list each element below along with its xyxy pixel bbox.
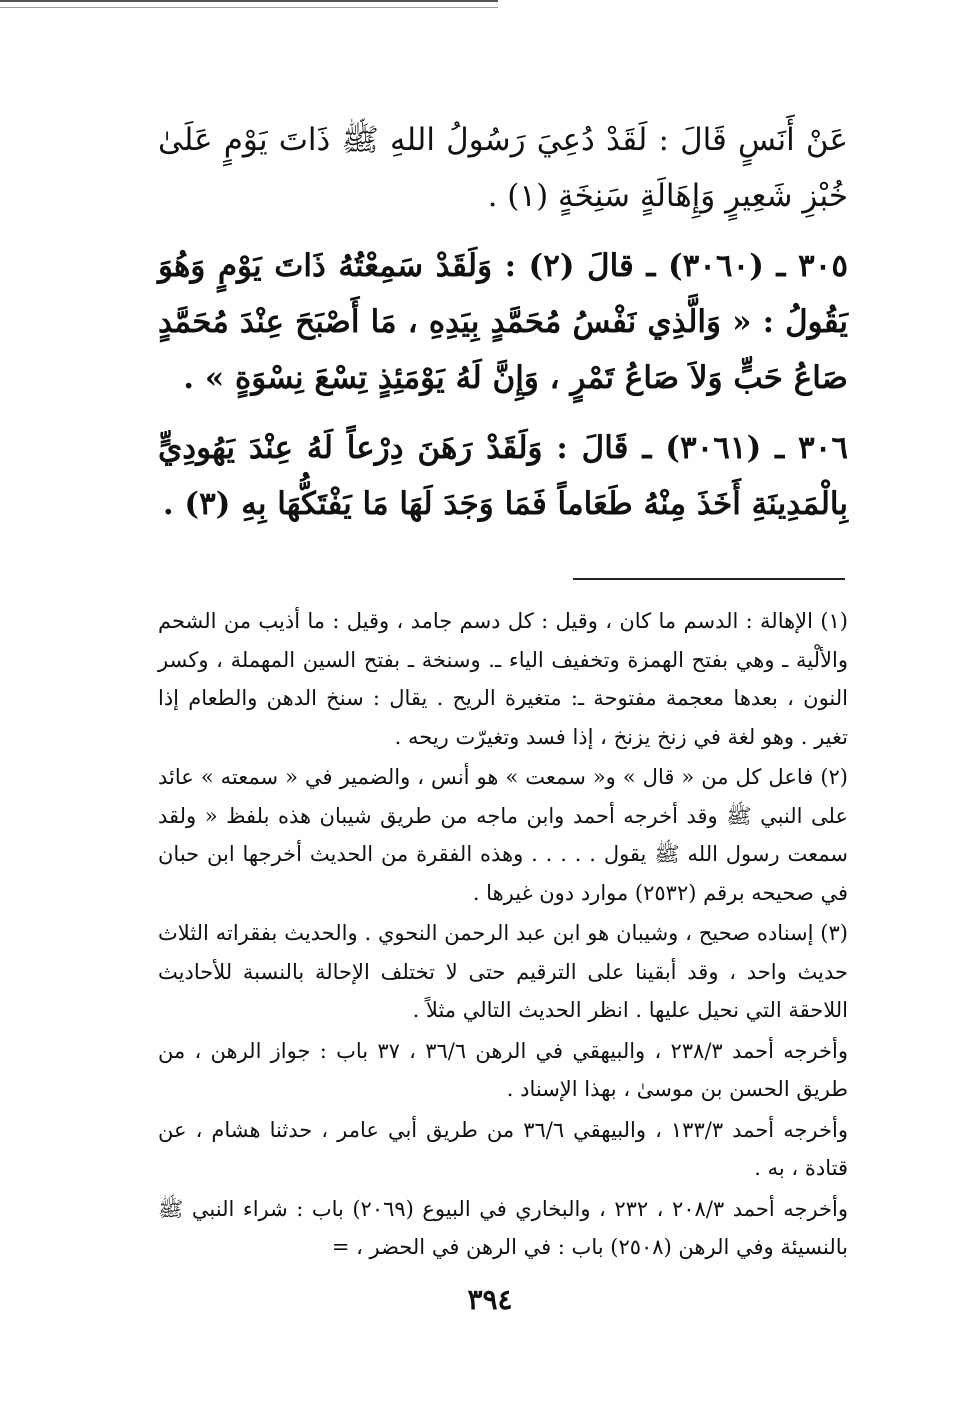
footnote-1: (١) الإهالة : الدسم ما كان ، وقيل : كل دسم جامد ، وقيل : ما أذيب من الشحم والألْية ـ وهي بفتح الهمزة وتخفيف الياء ـ. وسنخة ـ بفتح السين المهملة ، وكسر النون ، بعدها معجمة مفتوحة ـ: متغيرة الريح . يقال : سنخ الدهن والطعام إذا تغير . وهو لغة في زنخ يزنخ ، إذا فسد وتغيرّت ريحه . [158, 609, 848, 749]
footnote-3-cont-3: وأخرجه أحمد ٢٠٨/٣ ، ٢٣٢ ، والبخاري في البيوع (٢٠٦٩) باب : شراء النبي ﷺ بالنسيئة وفي الرهن (٢٥٠٨) باب : في الرهن في الحضر ، = [158, 1196, 848, 1259]
hadith-306 [158, 420, 848, 532]
paragraph-text: ٣٠٥ ـ (٣٠٦٠) ـ قالَ (٢) : وَلَقَدْ سَمِعْتُهُ ذَاتَ يَوْمٍ وَهُوَ يَقُولُ : « وَالَّذِي نَفْسُ مُحَمَّدٍ بِيَدِهِ ، مَا أَصْبَحَ عِنْدَ مُحَمَّدٍ صَاعُ حَبٍّ وَلاَ صَاعُ تَمْرٍ ، وَإِنَّ لَهُ يَوْمَئِذٍ تِسْعَ نِسْوَةٍ » . [158, 248, 848, 396]
footnote-2: (٢) فاعل كل من « قال » و« سمعت » هو أنس ، والضمير في « سمعته » عائد على النبي ﷺ وقد أخرجه أحمد وابن ماجه من طريق شيبان هذه بلفظ « ولقد سمعت رسول الله ﷺ يقول . . . . . وهذه الفقرة من الحديث أخرجها ابن حبان في صحيحه برقم (٢٥٣٢) موارد دون غيرها . [158, 765, 848, 905]
paragraph-text: ٣٠٦ ـ (٣٠٦١) ـ قَالَ : وَلَقَدْ رَهَنَ دِرْعاً لَهُ عِنْدَ يَهُودِيٍّ بِالْمَدِينَةِ أَخَذَ مِنْهُ طَعَاماً فَمَا وَجَدَ لَهَا مَا يَفْتَكُّهَا بِهِ (٣) . [158, 430, 848, 522]
footnote-separator [573, 578, 845, 580]
footnote-3-cont-1: وأخرجه أحمد ٢٣٨/٣ ، والبيهقي في الرهن ٣٦/٦ ، ٣٧ باب : جواز الرهن ، من طريق الحسن بن موسىٰ ، بهذا الإسناد . [158, 1038, 848, 1101]
page-number: ٣٩٤ [467, 1283, 513, 1316]
footnote-3: (٣) إسناده صحيح ، وشيبان هو ابن عبد الرحمن النحوي . والحديث بفقراته الثلاث حديث واحد ، وقد أبقينا على الترقيم حتى لا تختلف الإحالة بالنسبة للأحاديث اللاحقة التي نحيل عليها . انظر الحديث التالي مثلاً . [158, 921, 848, 1022]
footnote-3-cont-2: وأخرجه أحمد ١٣٣/٣ ، والبيهقي ٣٦/٦ من طريق أبي عامر ، حدثنا هشام ، عن قتادة ، به . [158, 1117, 848, 1180]
paragraph-text: عَنْ أَنَسٍ قَالَ : لَقَدْ دُعِيَ رَسُولُ اللهِ ﷺ ذَاتَ يَوْمٍ عَلَىٰ خُبْزِ شَعِيرٍ وَإِهَالَةٍ سَنِخَةٍ (١) . [158, 122, 848, 214]
footnotes [158, 602, 848, 1269]
main-text [158, 112, 848, 546]
hadith-paragraph [158, 112, 848, 224]
top-rule [0, 0, 498, 8]
hadith-305 [158, 238, 848, 406]
